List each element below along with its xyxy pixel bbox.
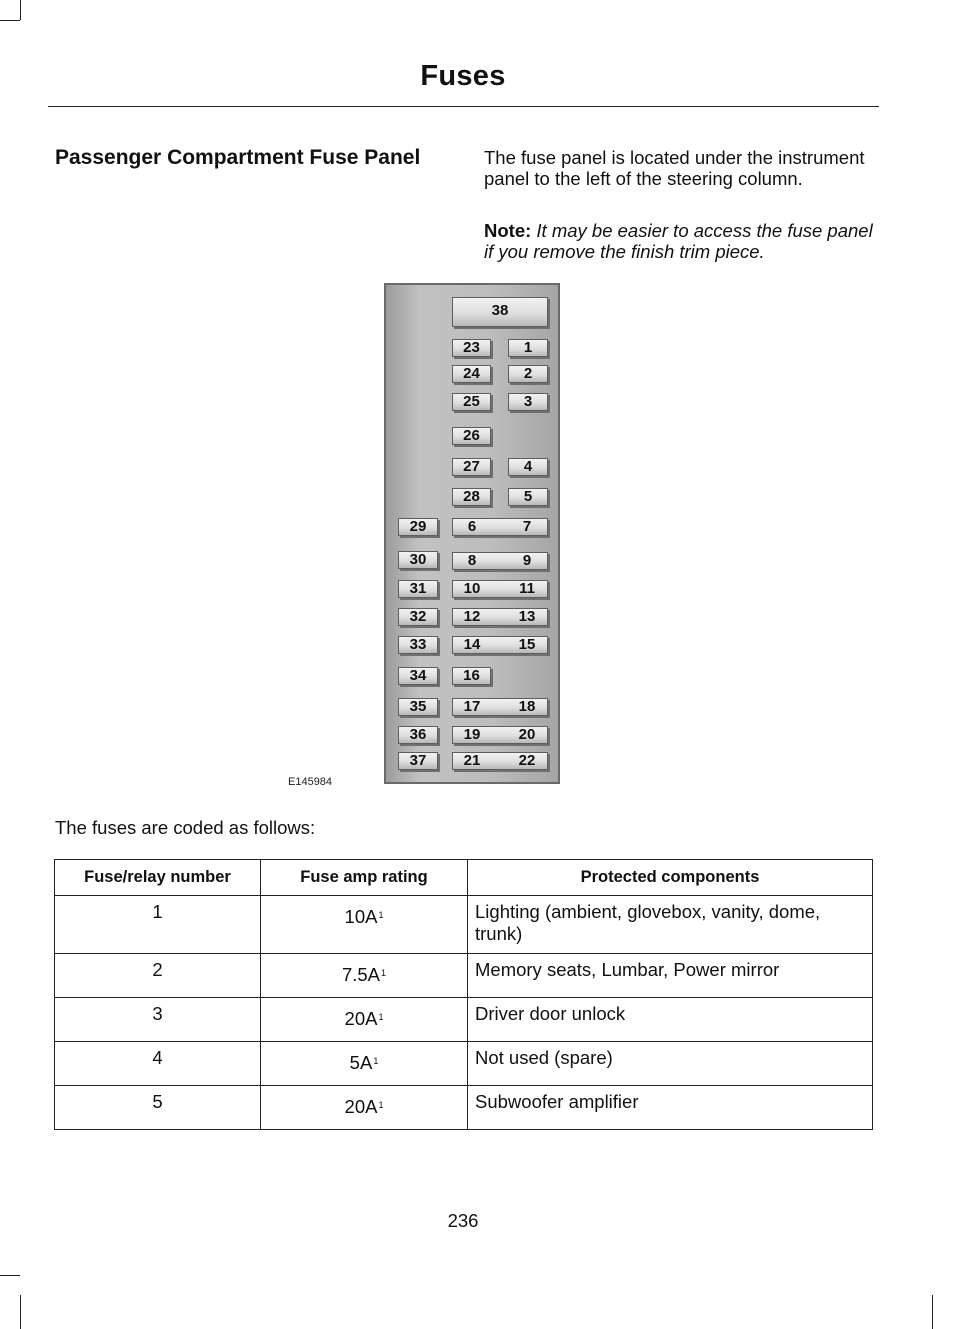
fuse-label: 1 — [523, 339, 533, 356]
fuse-label: 21 — [463, 752, 481, 769]
protected-components: Memory seats, Lumbar, Power mirror — [468, 954, 873, 998]
fuse-6-7 — [452, 518, 548, 536]
fuse-2 — [508, 365, 548, 383]
fuse-table — [54, 859, 873, 1130]
fuse-37 — [398, 752, 438, 770]
fuse-12-13 — [452, 608, 548, 626]
fuse-label: 22 — [518, 752, 536, 769]
fuse-number: 1 — [55, 896, 261, 954]
fuse-label: 38 — [491, 302, 509, 319]
fuse-38 — [452, 297, 548, 327]
fuse-number: 3 — [55, 998, 261, 1042]
fuse-label: 18 — [518, 698, 536, 715]
fuse-label: 32 — [409, 608, 427, 625]
amp-rating — [261, 1042, 468, 1086]
fuse-30 — [398, 551, 438, 569]
fuse-29 — [398, 518, 438, 536]
fuse-label: 33 — [409, 636, 427, 653]
fuse-label: 7 — [522, 518, 532, 535]
protected-components: Lighting (ambient, glovebox, vanity, dome, trunk) — [468, 896, 873, 954]
table-row — [55, 1042, 873, 1086]
table-row — [55, 896, 873, 954]
page-title: Fuses — [420, 60, 506, 92]
fuse-34 — [398, 667, 438, 685]
fuse-label: 2 — [523, 365, 533, 382]
protected-components: Subwoofer amplifier — [468, 1086, 873, 1130]
fuse-32 — [398, 608, 438, 626]
footnote-marker: 1 — [381, 968, 387, 978]
crop-mark — [0, 1275, 20, 1276]
header-fuse-number: Fuse/relay number — [55, 860, 261, 896]
amp-rating — [261, 1086, 468, 1130]
fuse-24 — [452, 365, 491, 383]
amp-rating — [261, 954, 468, 998]
fuse-label: 9 — [522, 552, 532, 569]
fuse-panel-diagram — [384, 283, 560, 784]
note-paragraph — [484, 220, 879, 262]
fuse-label: 15 — [518, 636, 536, 653]
fuse-36 — [398, 726, 438, 744]
fuse-label: 28 — [463, 488, 480, 505]
fuse-4 — [508, 458, 548, 476]
note-text: It may be easier to access the fuse panel if you remove the finish trim piece. — [484, 220, 873, 262]
fuse-33 — [398, 636, 438, 654]
crop-mark — [20, 0, 21, 20]
fuse-5 — [508, 488, 548, 506]
fuse-1 — [508, 339, 548, 357]
footnote-marker: 1 — [373, 1056, 379, 1066]
fuse-label: 24 — [463, 365, 480, 382]
fuse-17-18 — [452, 698, 548, 716]
crop-mark — [0, 20, 20, 21]
fuse-label: 26 — [463, 427, 480, 444]
amp-rating — [261, 998, 468, 1042]
fuse-label: 16 — [463, 667, 480, 684]
table-row — [55, 954, 873, 998]
fuse-label: 14 — [463, 636, 481, 653]
page-number: 236 — [447, 1210, 479, 1231]
fuse-26 — [452, 427, 491, 445]
fuse-16 — [452, 667, 491, 685]
protected-components: Driver door unlock — [468, 998, 873, 1042]
fuse-label: 20 — [518, 726, 536, 743]
fuse-8-9 — [452, 552, 548, 570]
fuse-label: 35 — [409, 698, 427, 715]
fuse-label: 4 — [523, 458, 533, 475]
fuse-label: 5 — [523, 488, 533, 505]
fuse-number: 2 — [55, 954, 261, 998]
fuse-31 — [398, 580, 438, 598]
fuse-label: 37 — [409, 752, 427, 769]
fuse-21-22 — [452, 752, 548, 770]
fuse-label: 34 — [409, 667, 427, 684]
fuse-label: 36 — [409, 726, 427, 743]
fuse-28 — [452, 488, 491, 506]
note-label: Note: — [484, 220, 532, 241]
footnote-marker: 1 — [378, 910, 384, 920]
amp-value: 7.5A — [341, 964, 381, 985]
crop-mark — [20, 1295, 21, 1329]
crop-mark — [932, 1295, 933, 1329]
fuse-number: 5 — [55, 1086, 261, 1130]
table-header-row — [55, 860, 873, 896]
fuse-14-15 — [452, 636, 548, 654]
section-heading: Passenger Compartment Fuse Panel — [55, 146, 421, 169]
protected-components: Not used (spare) — [468, 1042, 873, 1086]
fuse-label: 27 — [463, 458, 480, 475]
fuse-label: 10 — [463, 580, 481, 597]
fuse-label: 23 — [463, 339, 480, 356]
amp-value: 5A — [349, 1052, 373, 1073]
intro-paragraph: The fuse panel is located under the instrument panel to the left of the steering column. — [484, 147, 865, 189]
footnote-marker: 1 — [378, 1012, 384, 1022]
fuse-label: 3 — [523, 393, 533, 410]
fuse-35 — [398, 698, 438, 716]
fuse-label: 8 — [467, 552, 477, 569]
fuse-label: 12 — [463, 608, 481, 625]
fuse-label: 30 — [409, 551, 427, 568]
figure-code: E145984 — [288, 776, 333, 788]
fuse-label: 31 — [409, 580, 427, 597]
header-protected-components: Protected components — [468, 860, 873, 896]
amp-value: 20A — [344, 1008, 378, 1029]
fuse-label: 6 — [467, 518, 477, 535]
fuse-label: 11 — [519, 580, 535, 597]
amp-value: 10A — [344, 906, 378, 927]
fuse-label: 13 — [518, 608, 536, 625]
fuse-19-20 — [452, 726, 548, 744]
table-row — [55, 998, 873, 1042]
fuse-number: 4 — [55, 1042, 261, 1086]
fuse-label: 17 — [463, 698, 481, 715]
header-amp-rating: Fuse amp rating — [261, 860, 468, 896]
amp-value: 20A — [344, 1096, 378, 1117]
fuse-25 — [452, 393, 491, 411]
footnote-marker: 1 — [378, 1100, 384, 1110]
table-lead: The fuses are coded as follows: — [55, 817, 316, 838]
fuse-23 — [452, 339, 491, 357]
fuse-label: 19 — [463, 726, 481, 743]
fuse-27 — [452, 458, 491, 476]
title-divider — [48, 106, 879, 107]
fuse-10-11 — [452, 580, 548, 598]
table-row — [55, 1086, 873, 1130]
fuse-label: 29 — [409, 518, 427, 535]
fuse-3 — [508, 393, 548, 411]
amp-rating — [261, 896, 468, 954]
fuse-label: 25 — [463, 393, 480, 410]
